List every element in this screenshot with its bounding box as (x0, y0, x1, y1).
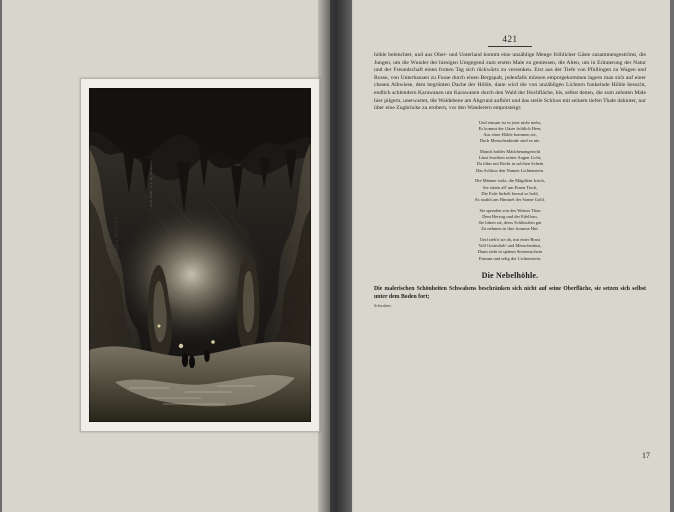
left-page (2, 0, 330, 512)
poem-line: Und zieh'n sie ab, mit einer Brust (479, 237, 541, 242)
signature-number: 17 (642, 451, 650, 460)
poem-line: Aus einer Höhle kommen sie, (483, 132, 537, 138)
poem-line: Lässt leuchten seiner Augen Licht; (478, 155, 542, 161)
poem-line: Dann steht in spätem Sternenschein (477, 249, 543, 255)
poem-line: Doch Menschenkinde sind es nie. (479, 138, 541, 144)
poem-line: Voll Gottesliab' und Menschenlust, (478, 243, 542, 249)
right-page (352, 0, 672, 512)
plate-side-note: Lith. Anst. v. J. G. Scheurer. (149, 159, 153, 207)
poem-line: Es kommt der Gäste fröhlich Heer, (478, 125, 542, 131)
poem-line: Da führt mit Recht in solchen Schein (476, 161, 544, 167)
right-page-content (374, 34, 646, 308)
poem-stanza (374, 208, 646, 233)
poem (374, 120, 646, 262)
poem-line: Zu nehmen in ihre fromme Hut. (481, 226, 539, 232)
poem-line: Sie sitzen all' um Einen Tisch, (482, 184, 538, 190)
page-folio-number: 421 (502, 34, 518, 44)
section-title: Die Nebelhöhle. (481, 270, 539, 280)
plate-caption: DIE NEBELHÖHLE. (115, 212, 120, 274)
poem-stanza (374, 178, 646, 203)
poem-line: Dem Herzog und der Edelfrau, (482, 213, 538, 219)
poem-line: Sie bitten sie, diess Schlüsslein gut (478, 220, 542, 226)
poem-line: Die Erde läckelt herauf so hold, (481, 190, 539, 196)
poem-line: Die Männer stolz, die Mägdlein frisch, (475, 178, 545, 184)
poem-line: Einsam und selig der Lichtenstein. (478, 255, 542, 261)
poem-line: Manch holdes Mädchenangesicht (479, 149, 541, 155)
poem-line: Sie spenden von des Weines Thau (479, 207, 541, 213)
folio-rule (488, 46, 532, 47)
poem-line: Und einsam ist es jetzt nicht mehr, (478, 119, 542, 125)
cave-engraving-image (89, 88, 311, 422)
body-paragraph: höhle belenchtet, und aus Ober- und Unterland kommt eine unzählige Menge fröhlicher Gäste zusammengeströmt, die Jungen, um die Wunder der hiesigen Umgegend zum ersten Male zu geniessen, die Alten, um in Erinnerung der Natur und der Freundschaft einen frohen Tag sich rückwärts zu versenken. Erst aus der Tiefe von Pfullingen zu Wagen und Rosse, von Unterhausen zu Fusse durch einen Bergspalt, jedenfalls müssen emporgekommen lagern man sich auf einer chesen Albwiese, dem begrünten Dache der Höhle, dann wird die von unzähligen Lichtern funkelnde Höhle besucht, endlich schlendern Karawanen um Karawanen durch den Wald der Hochfläche, bis, selbst denen, die zum zehnten Male hier pilgern, unerwartet, die Waldebene am Abgrund aufhört und das steile Schloss mit seinem tiefen Thale dahinter, nur über eine Zugbrücke zu erobern, vor den Wanderern emporsteigt: (374, 52, 646, 112)
engraving-plate (80, 78, 320, 432)
poem-stanza (374, 149, 646, 174)
section-paragraph: Die malerischen Schönheiten Schwabens beschränken sich nicht auf seine Oberfläche, sie setzen sich selbst unter dem Boden fort; (374, 285, 646, 300)
poem-stanza (374, 120, 646, 145)
poem-stanza (374, 237, 646, 262)
signature-footline: Schwaben. (374, 302, 392, 308)
poem-line: Es strahlt am Himmel der Sonne Gold. (475, 196, 545, 202)
poem-line: Das Schloss den Namen Lichtenstein. (475, 167, 545, 173)
